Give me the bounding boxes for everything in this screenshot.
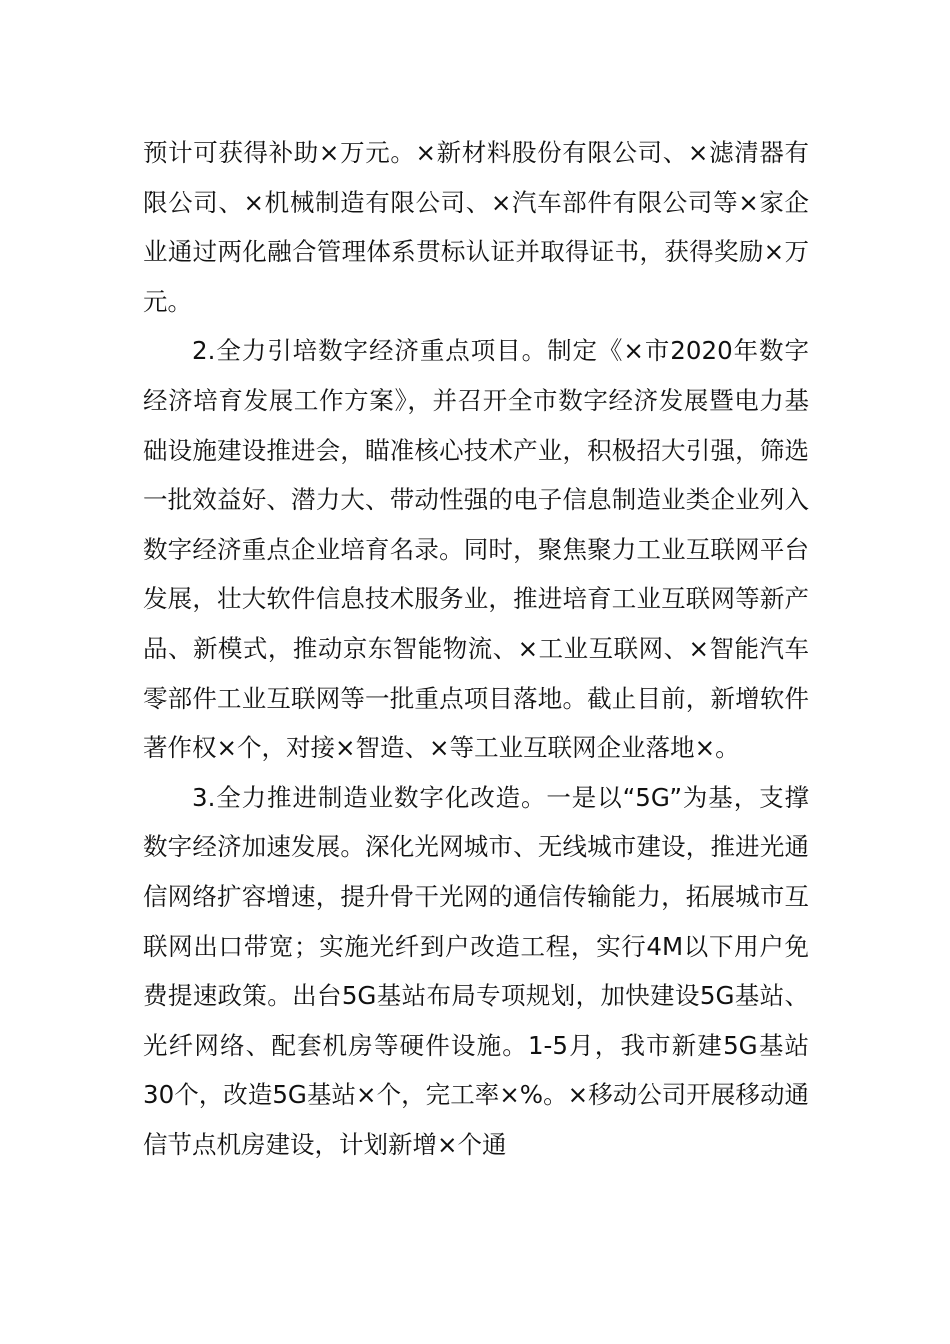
paragraph-item-2: 2.全力引培数字经济重点项目。制定《×市2020年数字经济培育发展工作方案》，并召开全市数字经济发展暨电力基础设施建设推进会，瞄准核心技术产业，积极招大引强，筛选一批效益好、潜力大、带动性强的电子信息制造业类企业列入数字经济重点企业培育名录。同时，聚焦聚力工业互联网平台发展，壮大软件信息技术服务业，推进培育工业互联网等新产品、新模式，推动京东智能物流、×工业互联网、×智能汽车零部件工业互联网等一批重点项目落地。截止目前，新增软件著作权×个，对接×智造、×等工业互联网企业落地×。 <box>143 336 809 763</box>
paragraph-continuation: 预计可获得补助×万元。×新材料股份有限公司、×滤清器有限公司、×机械制造有限公司、×汽车部件有限公司等×家企业通过两化融合管理体系贯标认证并取得证书，获得奖励×万元。 <box>143 138 809 316</box>
paragraph-item-3: 3.全力推进制造业数字化改造。一是以“5G”为基，支撑数字经济加速发展。深化光网城市、无线城市建设，推进光通信网络扩容增速，提升骨干光网的通信传输能力，拓展城市互联网出口带宽；实施光纤到户改造工程，实行4M以下用户免费提速政策。出台5G基站布局专项规划，加快建设5G基站、光纤网络、配套机房等硬件设施。1-5月，我市新建5G基站30个，改造5G基站×个，完工率×%。×移动公司开展移动通信节点机房建设，计划新增×个通 <box>143 782 809 1159</box>
document-body <box>143 128 809 1169</box>
